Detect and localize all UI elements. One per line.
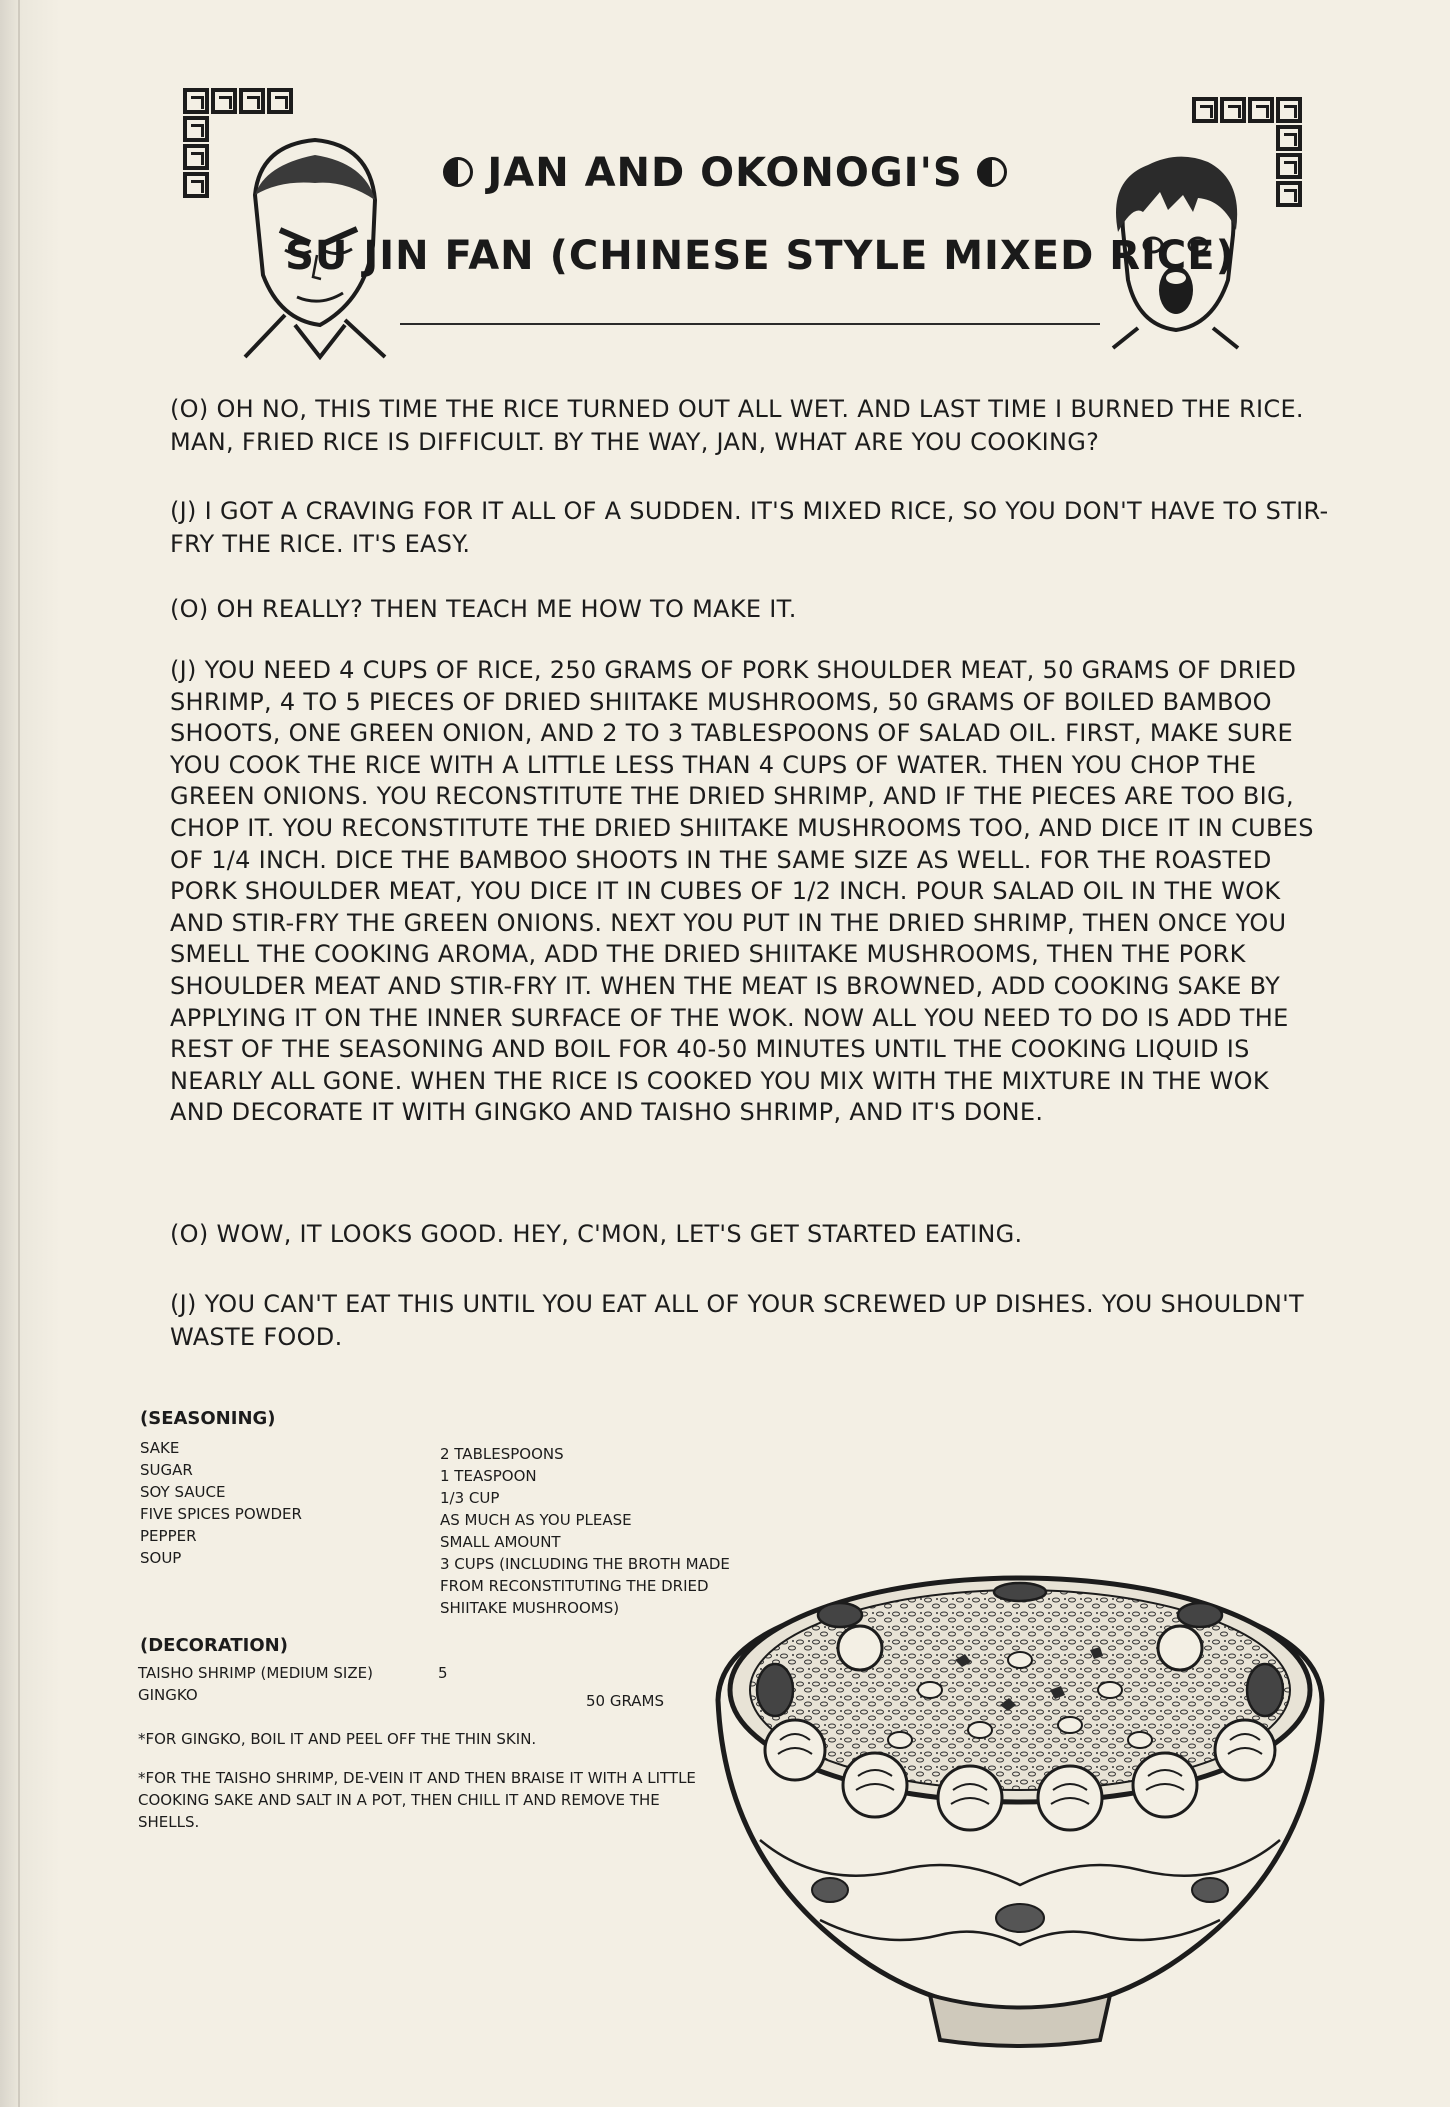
dialogue-jan-instructions: (J) YOU NEED 4 CUPS OF RICE, 250 GRAMS OF PORK SHOULDER MEAT, 50 GRAMS OF DRIED SHRIMP, 4 TO 5 PIECES OF DRIED SHIITAKE MUSHROOMS, 50 GRAMS OF BOILED BAMBOO SHOOTS, ONE GREEN ONION, AND 2 TO 3 TABLESPOONS OF SALAD OIL. FIRST, MAKE SURE YOU COOK THE RICE WITH A LITTLE LESS THAN 4 CUPS OF WATER. THEN YOU CHOP THE GREEN ONIONS. YOU RECONSTITUTE THE DRIED SHRIMP, AND IF THE PIECES ARE TOO BIG, CHOP IT. YOU RECONSTITUTE THE DRIED SHIITAKE MUSHROOMS TOO, AND DICE IT IN CUBES OF 1/4 INCH. DICE THE BAMBOO SHOOTS IN THE SAME SIZE AS WELL. FOR THE ROASTED PORK SHOULDER MEAT, YOU DICE IT IN CUBES OF 1/2 INCH. POUR SALAD OIL IN THE WOK AND STIR-FRY THE GREEN ONIONS. NEXT YOU PUT IN THE DRIED SHRIMP, THEN ONCE YOU SMELL THE COOKING AROMA, ADD THE DRIED SHIITAKE MUSHROOMS, THEN THE PORK SHOULDER MEAT AND STIR-FRY IT. WHEN THE MEAT IS BROWNED, ADD COOKING SAKE BY APPLYING IT ON THE INNER SURFACE OF THE WOK. NOW ALL YOU NEED TO DO IS ADD THE REST OF THE SEASONING AND BOIL FOR 40-50 MINUTES UNTIL THE COOKING LIQUID IS NEARLY ALL GONE. WHEN THE RICE IS COOKED YOU MIX WITH THE MIXTURE IN THE WOK AND DECORATE IT WITH GINGKO AND TAISHO SHRIMP, AND IT'S DONE. bbox=[170, 656, 1314, 1127]
ingredient-name: SUGAR bbox=[140, 1461, 193, 1479]
decoration-heading: (DECORATION) bbox=[140, 1635, 288, 1656]
title-underline bbox=[400, 323, 1100, 325]
recipe-title-line2: SU JIN FAN (CHINESE STYLE MIXED RICE) bbox=[285, 233, 1235, 279]
book-spine-shadow bbox=[0, 0, 62, 2107]
ingredient-name: SAKE bbox=[140, 1439, 180, 1457]
dialogue-okonogi-1: (O) OH NO, THIS TIME THE RICE TURNED OUT ALL WET. AND LAST TIME I BURNED THE RICE. MAN, FRIED RICE IS DIFFICULT. BY THE WAY, JAN, WHAT ARE YOU COOKING? bbox=[170, 395, 1304, 456]
dialogue-okonogi-3: (O) WOW, IT LOOKS GOOD. HEY, C'MON, LET'S GET STARTED EATING. bbox=[170, 1220, 1023, 1248]
ingredient-name: SOY SAUCE bbox=[140, 1483, 226, 1501]
note-gingko: *FOR GINGKO, BOIL IT AND PEEL OFF THE THIN SKIN. bbox=[138, 1730, 537, 1748]
ingredient-name: PEPPER bbox=[140, 1527, 197, 1545]
decoration-item-name: GINGKO bbox=[138, 1686, 198, 1704]
decoration-item-amount: 50 GRAMS bbox=[586, 1692, 665, 1710]
yin-yang-icon bbox=[977, 157, 1007, 187]
decoration-item-amount: 5 bbox=[438, 1664, 448, 1682]
ingredient-name: SOUP bbox=[140, 1549, 182, 1567]
seasoning-heading: (SEASONING) bbox=[140, 1408, 276, 1429]
dialogue-okonogi-2: (O) OH REALLY? THEN TEACH ME HOW TO MAKE IT. bbox=[170, 595, 797, 623]
page-edge-line bbox=[18, 0, 20, 2107]
yin-yang-icon bbox=[443, 157, 473, 187]
recipe-title-line1 bbox=[0, 150, 1450, 196]
ingredient-amount: 1/3 CUP bbox=[440, 1489, 500, 1507]
ingredient-name: FIVE SPICES POWDER bbox=[140, 1505, 302, 1523]
ingredient-amount: 2 TABLESPOONS bbox=[440, 1445, 564, 1463]
decoration-item-name: TAISHO SHRIMP (MEDIUM SIZE) bbox=[138, 1664, 373, 1682]
dialogue-jan-1: (J) I GOT A CRAVING FOR IT ALL OF A SUDDEN. IT'S MIXED RICE, SO YOU DON'T HAVE TO STIR-FRY THE RICE. IT'S EASY. bbox=[170, 497, 1329, 558]
ingredient-amount: SMALL AMOUNT bbox=[440, 1533, 561, 1551]
note-taisho-shrimp: *FOR THE TAISHO SHRIMP, DE-VEIN IT AND THEN BRAISE IT WITH A LITTLE COOKING SAKE AND SALT IN A POT, THEN CHILL IT AND REMOVE THE SHELLS. bbox=[138, 1769, 696, 1831]
mixed-rice-bowl-illustration bbox=[700, 1540, 1340, 2050]
title-text-1: JAN AND OKONOGI'S bbox=[487, 150, 963, 196]
ingredient-amount: 1 TEASPOON bbox=[440, 1467, 537, 1485]
dialogue-jan-2: (J) YOU CAN'T EAT THIS UNTIL YOU EAT ALL OF YOUR SCREWED UP DISHES. YOU SHOULDN'T WASTE FOOD. bbox=[170, 1290, 1304, 1351]
ingredient-amount: 3 CUPS (INCLUDING THE BROTH MADE FROM RECONSTITUTING THE DRIED SHIITAKE MUSHROOMS) bbox=[440, 1555, 730, 1617]
ingredient-amount: AS MUCH AS YOU PLEASE bbox=[440, 1511, 632, 1529]
